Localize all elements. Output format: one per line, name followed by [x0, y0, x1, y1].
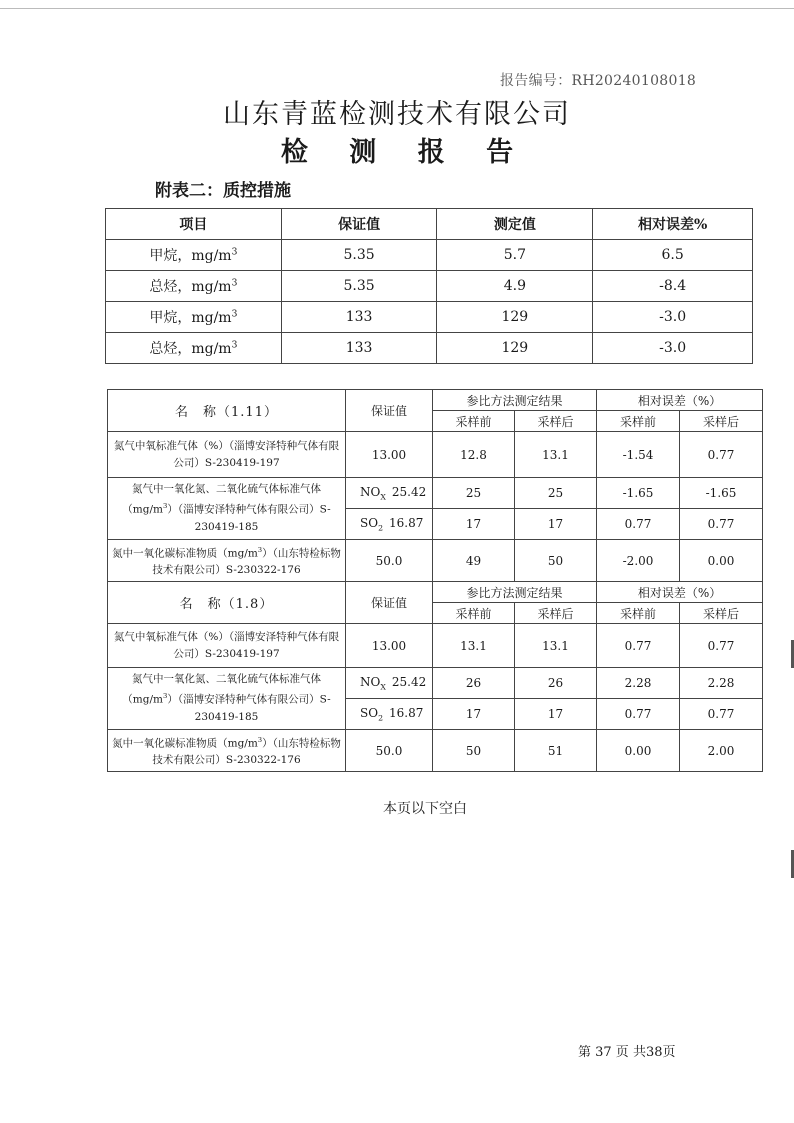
ref-method-header: 参比方法测定结果: [433, 582, 597, 603]
error-cell: -8.4: [593, 271, 753, 302]
after-cell: 17: [515, 509, 597, 540]
guarantee-header: 保证值: [346, 390, 433, 432]
guarantee-cell: 13.00: [346, 432, 433, 478]
report-title: 检 测 报 告: [280, 137, 530, 168]
guarantee-cell: 133: [281, 302, 437, 333]
guarantee-cell: 50.0: [346, 730, 433, 772]
header-cell: 测定值: [437, 209, 593, 240]
table-row: [108, 478, 763, 509]
error-before-cell: -1.65: [597, 478, 680, 509]
before-cell: 50: [433, 730, 515, 772]
error-after-cell: 0.77: [680, 699, 763, 730]
page-number: 第 37 页 共38页: [578, 1045, 676, 1060]
error-cell: 6.5: [593, 240, 753, 271]
gas-name-cell: 氮气中一氧化氮、二氧化硫气体标准气体$(mg/m^3)$（淄博安泽特种气体有限公司）S-230419-185: [108, 478, 346, 540]
header-cell: 相对误差%: [593, 209, 753, 240]
after-cell: 25: [515, 478, 597, 509]
error-cell: -3.0: [593, 302, 753, 333]
after-header: 采样后: [680, 411, 763, 432]
quality-control-table: [105, 208, 753, 364]
nox-guarantee-cell: $NO_X$ 25.42: [346, 478, 433, 509]
before-header: 采样前: [433, 603, 515, 624]
table-row: [108, 540, 763, 582]
gas-name-cell: 氮气中氧标准气体（%）（淄博安泽特种气体有限公司）S-230419-197: [108, 624, 346, 668]
so2-guarantee-cell: $SO_2$ 16.87: [346, 699, 433, 730]
gas-name-cell: 氮中一氧化碳标准物质$(mg/m^3)$（山东特检标物技术有限公司）S-230322-176: [108, 540, 346, 582]
section-name-header: 名 称（1.11）: [108, 390, 346, 432]
header-cell: 项目: [106, 209, 282, 240]
after-cell: 17: [515, 699, 597, 730]
after-header: 采样后: [515, 411, 597, 432]
item-cell: 甲烷，$mg/m^3$: [106, 302, 282, 333]
gas-name-cell: 氮气中一氧化氮、二氧化硫气体标准气体$(mg/m^3)$（淄博安泽特种气体有限公司）S-230419-185: [108, 668, 346, 730]
table-row: [106, 271, 753, 302]
error-after-cell: 2.00: [680, 730, 763, 772]
measured-cell: 5.7: [437, 240, 593, 271]
table-header-row: [106, 209, 753, 240]
error-after-cell: 0.77: [680, 624, 763, 668]
table-row: [108, 668, 763, 699]
table-row: [106, 240, 753, 271]
table-row: [106, 333, 753, 364]
after-header: 采样后: [515, 603, 597, 624]
section-name-header: 名 称（1.8）: [108, 582, 346, 624]
before-cell: 49: [433, 540, 515, 582]
measured-cell: 4.9: [437, 271, 593, 302]
error-before-cell: 2.28: [597, 668, 680, 699]
before-header: 采样前: [597, 603, 680, 624]
calibration-gas-table: [107, 389, 763, 772]
error-before-cell: 0.00: [597, 730, 680, 772]
guarantee-cell: 133: [281, 333, 437, 364]
gas-name-cell: 氮中一氧化碳标准物质$(mg/m^3)$（山东特检标物技术有限公司）S-230322-176: [108, 730, 346, 772]
item-cell: 甲烷，$mg/m^3$: [106, 240, 282, 271]
before-cell: 25: [433, 478, 515, 509]
item-cell: 总烃，$mg/m^3$: [106, 333, 282, 364]
error-before-cell: 0.77: [597, 509, 680, 540]
error-before-cell: -2.00: [597, 540, 680, 582]
guarantee-cell: 5.35: [281, 271, 437, 302]
header-cell: 保证值: [281, 209, 437, 240]
rel-error-header: 相对误差（%）: [597, 582, 763, 603]
error-after-cell: -1.65: [680, 478, 763, 509]
table-row: [106, 302, 753, 333]
error-after-cell: 2.28: [680, 668, 763, 699]
before-cell: 17: [433, 509, 515, 540]
after-cell: 13.1: [515, 624, 597, 668]
before-cell: 13.1: [433, 624, 515, 668]
error-after-cell: 0.77: [680, 509, 763, 540]
rel-error-header: 相对误差（%）: [597, 390, 763, 411]
ref-method-header: 参比方法测定结果: [433, 390, 597, 411]
company-name: 山东青蓝检测技术有限公司: [223, 99, 571, 130]
table-row: [108, 432, 763, 478]
measured-cell: 129: [437, 302, 593, 333]
error-before-cell: -1.54: [597, 432, 680, 478]
guarantee-cell: 50.0: [346, 540, 433, 582]
section-header-row: [108, 390, 763, 411]
nox-guarantee-cell: $NO_X$ 25.42: [346, 668, 433, 699]
after-cell: 50: [515, 540, 597, 582]
after-cell: 26: [515, 668, 597, 699]
after-cell: 51: [515, 730, 597, 772]
blank-below-note: 本页以下空白: [383, 801, 467, 817]
error-before-cell: 0.77: [597, 624, 680, 668]
before-cell: 12.8: [433, 432, 515, 478]
after-header: 采样后: [680, 603, 763, 624]
before-header: 采样前: [433, 411, 515, 432]
table-row: [108, 624, 763, 668]
error-after-cell: 0.77: [680, 432, 763, 478]
measured-cell: 129: [437, 333, 593, 364]
item-cell: 总烃，$mg/m^3$: [106, 271, 282, 302]
table-row: [108, 730, 763, 772]
guarantee-cell: 5.35: [281, 240, 437, 271]
report-number: 报告编号：RH20240108018: [500, 73, 697, 89]
before-header: 采样前: [597, 411, 680, 432]
error-cell: -3.0: [593, 333, 753, 364]
before-cell: 26: [433, 668, 515, 699]
before-cell: 17: [433, 699, 515, 730]
after-cell: 13.1: [515, 432, 597, 478]
guarantee-header: 保证值: [346, 582, 433, 624]
error-before-cell: 0.77: [597, 699, 680, 730]
section-header-row: [108, 582, 763, 603]
appendix-subtitle: 附表二：质控措施: [155, 181, 291, 201]
page-top-border: [0, 8, 794, 9]
so2-guarantee-cell: $SO_2$ 16.87: [346, 509, 433, 540]
gas-name-cell: 氮气中氧标准气体（%）（淄博安泽特种气体有限公司）S-230419-197: [108, 432, 346, 478]
guarantee-cell: 13.00: [346, 624, 433, 668]
error-after-cell: 0.00: [680, 540, 763, 582]
